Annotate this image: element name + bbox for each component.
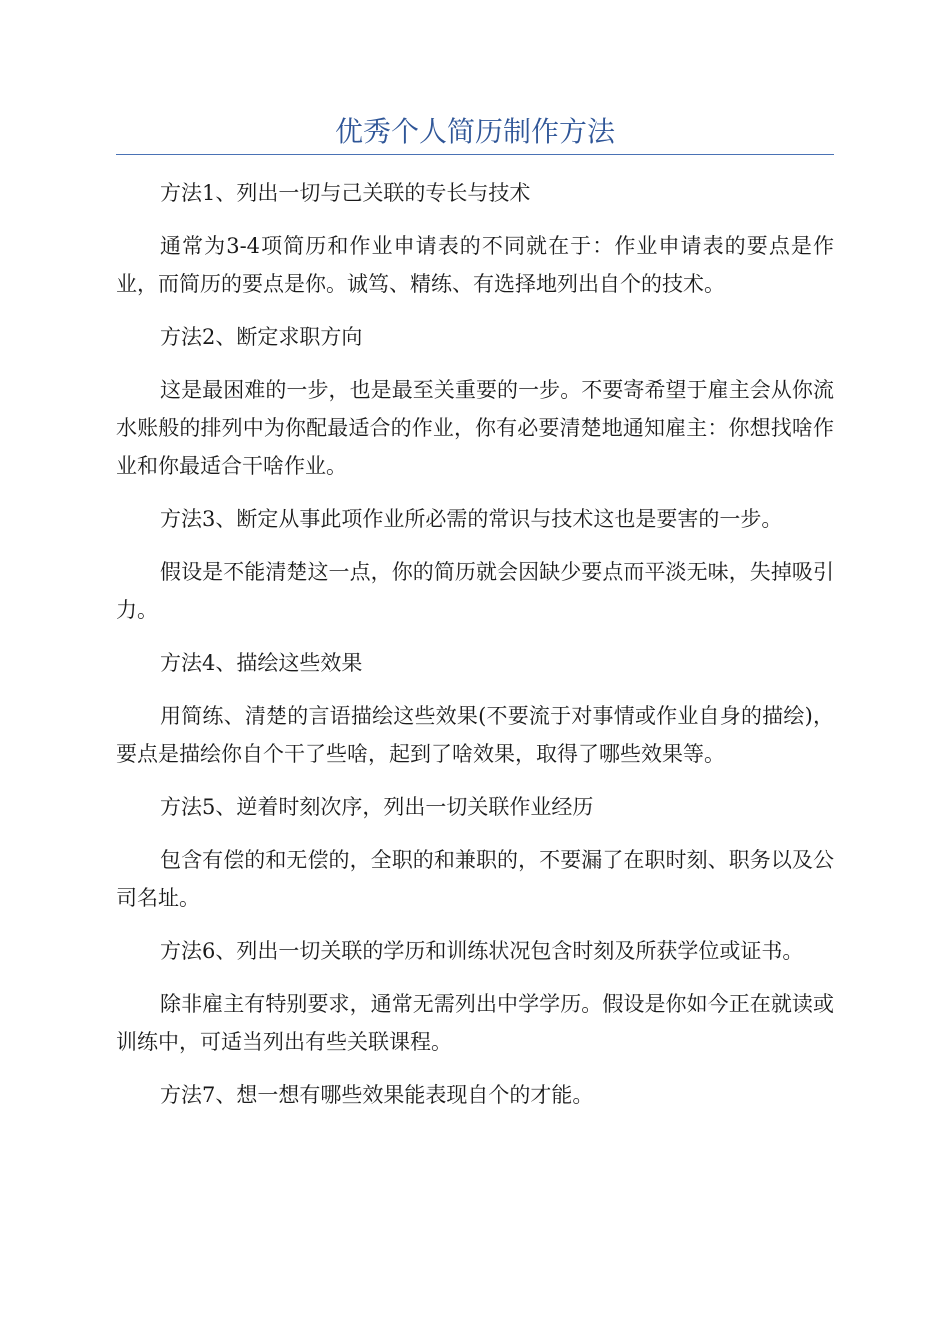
- paragraph: 用简练、清楚的言语描绘这些效果(不要流于对事情或作业自身的描绘)，要点是描绘你自个干了些啥，起到了啥效果，取得了哪些效果等。: [116, 704, 834, 766]
- paragraph: 方法6、列出一切关联的学历和训练状况包含时刻及所获学位或证书。: [160, 939, 804, 963]
- paragraph: 方法7、想一想有哪些效果能表现自个的才能。: [160, 1083, 594, 1107]
- paragraph: 方法5、逆着时刻次序，列出一切关联作业经历: [160, 795, 594, 819]
- title-underline: [116, 154, 834, 155]
- paragraph: 方法3、断定从事此项作业所必需的常识与技术这也是要害的一步。: [160, 507, 783, 531]
- paragraph: 假设是不能清楚这一点，你的简历就会因缺少要点而平淡无味，失掉吸引力。: [116, 560, 834, 622]
- paragraph: 通常为3-4项简历和作业申请表的不同就在于：作业申请表的要点是作业，而简历的要点是你。诚笃、精练、有选择地列出自个的技术。: [116, 234, 834, 296]
- document-body: [116, 174, 834, 1129]
- page-title: 优秀个人简历制作方法: [334, 115, 615, 148]
- paragraph: 这是最困难的一步，也是最至关重要的一步。不要寄希望于雇主会从你流水账般的排列中为你配最适合的作业，你有必要清楚地通知雇主：你想找啥作业和你最适合干啥作业。: [116, 378, 834, 478]
- paragraph: 包含有偿的和无偿的，全职的和兼职的，不要漏了在职时刻、职务以及公司名址。: [116, 848, 834, 910]
- paragraph: 除非雇主有特别要求，通常无需列出中学学历。假设是你如今正在就读或训练中，可适当列出有些关联课程。: [116, 992, 834, 1054]
- paragraph: 方法1、列出一切与己关联的专长与技术: [160, 181, 531, 205]
- paragraph: 方法2、断定求职方向: [160, 325, 363, 349]
- paragraph: 方法4、描绘这些效果: [160, 651, 363, 675]
